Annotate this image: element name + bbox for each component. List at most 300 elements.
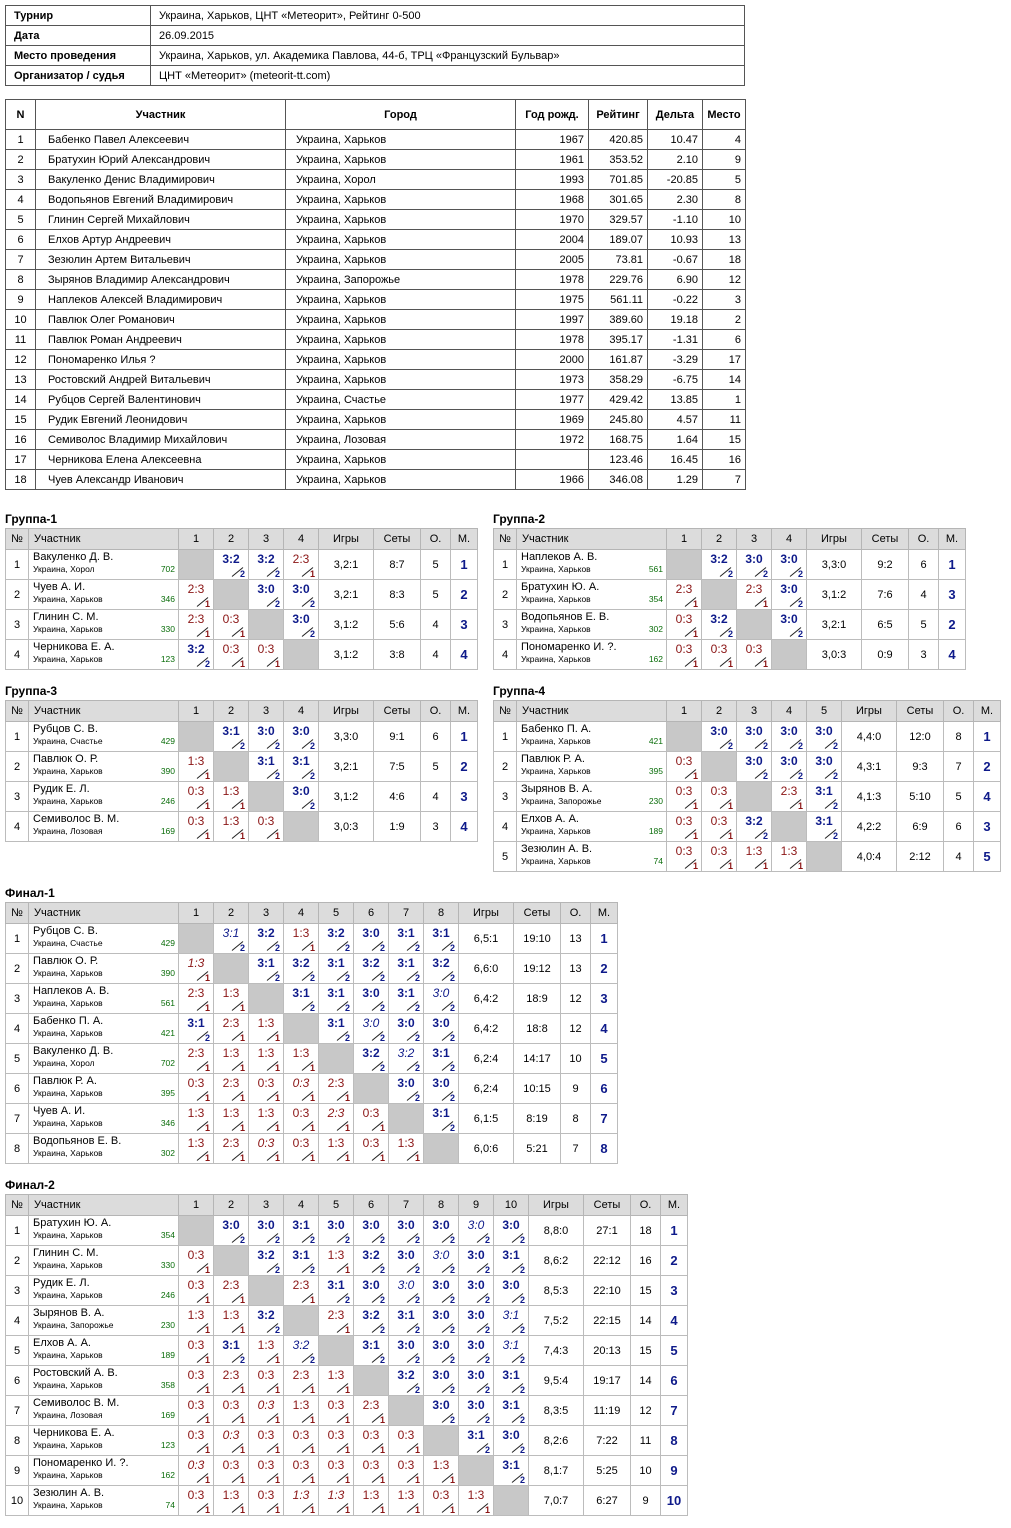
match-result-cell: [424, 1486, 459, 1516]
match-score: 3:2: [292, 1338, 310, 1352]
match-score: 3:0: [745, 724, 763, 738]
match-result-cell: [737, 640, 772, 670]
match-result-cell: [284, 1134, 319, 1164]
match-points: 2: [336, 1031, 349, 1041]
participant-cell: [29, 1216, 179, 1246]
participant-rating: 74: [653, 856, 663, 866]
match-points: 2: [371, 1263, 384, 1273]
match-score: 2:3: [222, 1016, 240, 1030]
match-result-cell: [249, 1306, 284, 1336]
match-result-cell: [179, 1396, 214, 1426]
participant-meta: [33, 1320, 175, 1331]
participant-meta: [33, 564, 175, 575]
participant-cell: Зырянов Владимир Александрович: [36, 270, 286, 290]
match-score: 1:3: [222, 986, 240, 1000]
col-points-header: О.: [561, 903, 591, 924]
participant-cell: 1973: [516, 370, 589, 390]
match-points: 2: [371, 1323, 384, 1333]
match-result-cell: [284, 1216, 319, 1246]
table-row: [6, 230, 746, 250]
match-score: 1:3: [327, 1488, 345, 1502]
self-cell: [319, 1336, 354, 1366]
col-num-header: №: [6, 1195, 29, 1216]
row-number: 8: [6, 1426, 29, 1456]
col-sets-header: Сеты: [374, 701, 421, 722]
participant-cell: 10.47: [648, 130, 703, 150]
match-result-cell: [179, 640, 214, 670]
match-score: 0:3: [327, 1398, 345, 1412]
match-score: 3:1: [502, 1368, 520, 1382]
participant-cell: [516, 450, 589, 470]
participant-cell: [29, 550, 179, 580]
match-points: 1: [266, 1353, 279, 1363]
table-row: [6, 1044, 618, 1074]
match-points: 1: [231, 1473, 244, 1483]
place-value: 4: [451, 812, 478, 842]
row-number: 3: [494, 610, 517, 640]
match-result-cell: [179, 954, 214, 984]
sets-value: 0:9: [862, 640, 909, 670]
games-value: 3,2:1: [319, 580, 374, 610]
match-result-cell: [319, 1366, 354, 1396]
match-points: 2: [406, 1001, 419, 1011]
match-points: 1: [336, 1323, 349, 1333]
col-place-header: М.: [661, 1195, 688, 1216]
participant-cell: Украина, Харьков: [286, 230, 516, 250]
col-place-header: М.: [451, 701, 478, 722]
participant-cell: Украина, Харьков: [286, 370, 516, 390]
place-value: 1: [451, 550, 478, 580]
table-row: [494, 722, 1001, 752]
col-opponent-header: 5: [319, 1195, 354, 1216]
match-score: 3:0: [397, 1218, 415, 1232]
participant-rating: 421: [160, 1028, 175, 1038]
match-score: 2:3: [292, 1368, 310, 1382]
match-result-cell: [249, 1456, 284, 1486]
group-4-section: [493, 682, 1001, 872]
self-cell: [772, 812, 807, 842]
participant-city: Украина, Хорол: [33, 564, 95, 574]
points-value: 7: [561, 1134, 591, 1164]
match-result-cell: [807, 812, 842, 842]
participants-header: Дельта: [648, 100, 703, 130]
table-row: [6, 1306, 688, 1336]
participant-name: Водопьянов Е. В.: [521, 611, 610, 623]
col-opponent-header: 8: [424, 903, 459, 924]
match-result-cell: [284, 1396, 319, 1426]
match-points: 2: [719, 567, 732, 577]
table-row: [6, 330, 746, 350]
sets-value: 9:2: [862, 550, 909, 580]
match-score: 3:0: [362, 1016, 380, 1030]
match-points: 1: [266, 1061, 279, 1071]
match-points: 2: [754, 739, 767, 749]
match-result-cell: [284, 1456, 319, 1486]
col-opponent-header: 4: [284, 903, 319, 924]
participant-cell: 2: [6, 150, 36, 170]
games-value: 9,5:4: [529, 1366, 584, 1396]
points-value: 3: [909, 640, 939, 670]
match-score: 3:0: [362, 1218, 380, 1232]
match-points: 1: [684, 799, 697, 809]
match-score: 3:0: [780, 754, 798, 768]
match-score: 3:2: [362, 1248, 380, 1262]
match-points: 1: [231, 1413, 244, 1423]
points-value: 13: [561, 954, 591, 984]
row-number: 5: [6, 1044, 29, 1074]
match-result-cell: [249, 752, 284, 782]
match-score: 3:0: [397, 1248, 415, 1262]
match-result-cell: [284, 610, 319, 640]
match-points: 1: [371, 1151, 384, 1161]
match-result-cell: [249, 954, 284, 984]
sets-value: 5:21: [514, 1134, 561, 1164]
table-row: [6, 1246, 688, 1276]
match-points: 1: [371, 1473, 384, 1483]
row-number: 7: [6, 1396, 29, 1426]
games-value: 6,4:2: [459, 984, 514, 1014]
games-value: 3,0:3: [807, 640, 862, 670]
match-score: 3:0: [467, 1338, 485, 1352]
match-points: 1: [196, 597, 209, 607]
match-score: 1:3: [292, 1488, 310, 1502]
col-opponent-header: 4: [284, 701, 319, 722]
participant-meta: [521, 736, 663, 747]
match-points: 2: [511, 1233, 524, 1243]
match-result-cell: [424, 1276, 459, 1306]
games-value: 8,8:0: [529, 1216, 584, 1246]
col-opponent-header: 2: [214, 1195, 249, 1216]
match-score: 2:3: [222, 1278, 240, 1292]
sets-value: 19:12: [514, 954, 561, 984]
points-value: 18: [631, 1216, 661, 1246]
sets-value: 5:10: [897, 782, 944, 812]
match-score: 3:1: [292, 1218, 310, 1232]
sets-value: 14:17: [514, 1044, 561, 1074]
match-points: 1: [301, 567, 314, 577]
match-result-cell: [284, 984, 319, 1014]
participant-city: Украина, Харьков: [33, 1118, 103, 1128]
participant-cell: 395.17: [589, 330, 648, 350]
match-score: 0:3: [675, 784, 693, 798]
match-score: 3:0: [222, 1218, 240, 1232]
match-points: 2: [824, 739, 837, 749]
place-value: 3: [451, 610, 478, 640]
sets-value: 3:8: [374, 640, 421, 670]
self-cell: [667, 550, 702, 580]
match-points: 2: [719, 627, 732, 637]
match-points: 1: [231, 1061, 244, 1071]
sets-value: 7:5: [374, 752, 421, 782]
col-opponent-header: 6: [354, 1195, 389, 1216]
match-points: 2: [336, 1001, 349, 1011]
participant-cell: [29, 1104, 179, 1134]
participant-cell: [29, 640, 179, 670]
participant-cell: [29, 610, 179, 640]
participant-cell: Рудик Евгений Леонидович: [36, 410, 286, 430]
match-points: 1: [301, 1443, 314, 1453]
games-value: 4,4:0: [842, 722, 897, 752]
col-opponent-header: 3: [249, 529, 284, 550]
match-points: 1: [266, 657, 279, 667]
match-result-cell: [354, 1276, 389, 1306]
match-score: 0:3: [675, 844, 693, 858]
round-robin-table: [5, 902, 618, 1164]
participant-meta: [521, 594, 663, 605]
participant-meta: [33, 1088, 175, 1099]
participant-name: Пономаренко И. ?.: [33, 1457, 129, 1469]
group-title: Группа-4: [493, 684, 546, 698]
participant-cell: 16.45: [648, 450, 703, 470]
participant-cell: 13: [6, 370, 36, 390]
place-value: 6: [661, 1366, 688, 1396]
match-score: 2:3: [327, 1308, 345, 1322]
match-result-cell: [214, 1396, 249, 1426]
participant-cell: [29, 1456, 179, 1486]
match-result-cell: [702, 722, 737, 752]
match-points: 1: [196, 627, 209, 637]
participant-cell: [517, 782, 667, 812]
participant-rating: 330: [160, 624, 175, 634]
participant-rating: 561: [160, 998, 175, 1008]
match-result-cell: [249, 1134, 284, 1164]
participant-cell: Украина, Счастье: [286, 390, 516, 410]
participant-cell: [29, 1044, 179, 1074]
info-value: ЦНТ «Метеорит» (meteorit-tt.com): [151, 66, 745, 86]
match-points: 2: [266, 567, 279, 577]
final-2-section: [5, 1176, 688, 1516]
match-points: 2: [266, 1263, 279, 1273]
match-points: 1: [406, 1473, 419, 1483]
participant-cell: 161.87: [589, 350, 648, 370]
match-points: 1: [754, 859, 767, 869]
participant-cell: 2000: [516, 350, 589, 370]
match-result-cell: [389, 1336, 424, 1366]
place-value: 4: [591, 1014, 618, 1044]
points-value: 14: [631, 1366, 661, 1396]
col-games-header: Игры: [529, 1195, 584, 1216]
match-points: 1: [301, 1383, 314, 1393]
sets-value: 4:6: [374, 782, 421, 812]
participant-cell: -0.67: [648, 250, 703, 270]
match-score: 3:0: [432, 1338, 450, 1352]
games-value: 8,5:3: [529, 1276, 584, 1306]
participant-rating: 354: [160, 1230, 175, 1240]
games-value: 7,0:7: [529, 1486, 584, 1516]
match-points: 1: [196, 1323, 209, 1333]
participant-city: Украина, Лозовая: [33, 826, 103, 836]
match-result-cell: [354, 1456, 389, 1486]
row-number: 2: [6, 580, 29, 610]
sets-value: 18:9: [514, 984, 561, 1014]
match-score: 1:3: [187, 1136, 205, 1150]
match-score: 2:3: [780, 784, 798, 798]
match-result-cell: [214, 1306, 249, 1336]
self-cell: [737, 610, 772, 640]
place-value: 7: [661, 1396, 688, 1426]
participant-cell: 346.08: [589, 470, 648, 490]
table-row: [6, 270, 746, 290]
info-key: Место проведения: [6, 46, 151, 66]
participant-meta: [33, 968, 175, 979]
participant-cell: -6.75: [648, 370, 703, 390]
participant-cell: 1.64: [648, 430, 703, 450]
place-value: 5: [974, 842, 1001, 872]
col-opponent-header: 3: [249, 903, 284, 924]
match-points: 1: [684, 829, 697, 839]
match-result-cell: [424, 954, 459, 984]
round-robin-table: [493, 700, 1001, 872]
match-points: 2: [301, 1233, 314, 1243]
match-score: 0:3: [257, 1368, 275, 1382]
info-row: [6, 6, 745, 26]
sets-value: 8:19: [514, 1104, 561, 1134]
match-points: 1: [196, 1503, 209, 1513]
match-score: 3:1: [327, 956, 345, 970]
participant-meta: [33, 594, 175, 605]
participant-city: Украина, Харьков: [521, 826, 591, 836]
row-number: 3: [6, 610, 29, 640]
match-score: 3:0: [780, 552, 798, 566]
match-points: 2: [266, 941, 279, 951]
participant-cell: Украина, Харьков: [286, 190, 516, 210]
match-result-cell: [772, 782, 807, 812]
match-result-cell: [354, 1336, 389, 1366]
match-points: 1: [754, 657, 767, 667]
participant-cell: Елхов Артур Андреевич: [36, 230, 286, 250]
self-cell: [494, 1486, 529, 1516]
participant-city: Украина, Харьков: [33, 1088, 103, 1098]
match-points: 1: [266, 1443, 279, 1453]
place-value: 7: [591, 1104, 618, 1134]
match-points: 1: [196, 1473, 209, 1483]
place-value: 10: [661, 1486, 688, 1516]
match-points: 2: [231, 739, 244, 749]
match-score: 1:3: [397, 1136, 415, 1150]
participant-cell: Семиволос Владимир Михайлович: [36, 430, 286, 450]
match-points: 2: [371, 1031, 384, 1041]
participant-cell: 561.11: [589, 290, 648, 310]
match-score: 0:3: [257, 1458, 275, 1472]
match-points: 1: [196, 1383, 209, 1393]
participant-meta: [521, 826, 663, 837]
participant-rating: 74: [165, 1500, 175, 1510]
match-points: 1: [371, 1443, 384, 1453]
participant-cell: 15: [6, 410, 36, 430]
match-points: 2: [301, 1263, 314, 1273]
match-result-cell: [494, 1366, 529, 1396]
participant-rating: 561: [648, 564, 663, 574]
points-value: 4: [944, 842, 974, 872]
match-points: 2: [266, 769, 279, 779]
match-points: 1: [196, 1413, 209, 1423]
participant-cell: Павлюк Олег Романович: [36, 310, 286, 330]
col-games-header: Игры: [319, 701, 374, 722]
participant-cell: 14: [703, 370, 746, 390]
match-score: 0:3: [222, 642, 240, 656]
match-score: 0:3: [292, 1428, 310, 1442]
row-number: 5: [6, 1336, 29, 1366]
col-opponent-header: 1: [667, 701, 702, 722]
match-score: 1:3: [257, 1106, 275, 1120]
participant-meta: [33, 826, 175, 837]
match-points: 1: [719, 829, 732, 839]
info-value: 26.09.2015: [151, 26, 745, 46]
match-score: 0:3: [187, 1076, 205, 1090]
participant-city: Украина, Счастье: [33, 736, 103, 746]
match-score: 3:0: [780, 724, 798, 738]
table-row: [494, 782, 1001, 812]
participant-city: Украина, Хорол: [33, 1058, 95, 1068]
match-points: 1: [266, 1503, 279, 1513]
info-key: Турнир: [6, 6, 151, 26]
self-cell: [702, 580, 737, 610]
participant-cell: Водопьянов Евгений Владимирович: [36, 190, 286, 210]
match-points: 2: [476, 1323, 489, 1333]
match-points: 1: [336, 1503, 349, 1513]
match-result-cell: [214, 1276, 249, 1306]
participant-cell: 9: [703, 150, 746, 170]
row-number: 9: [6, 1456, 29, 1486]
match-result-cell: [284, 1044, 319, 1074]
col-name-header: Участник: [517, 529, 667, 550]
match-result-cell: [214, 1044, 249, 1074]
participant-cell: 17: [703, 350, 746, 370]
place-value: 4: [661, 1306, 688, 1336]
self-cell: [284, 1306, 319, 1336]
match-score: 0:3: [710, 844, 728, 858]
participant-meta: [521, 796, 663, 807]
participant-city: Украина, Харьков: [521, 856, 591, 866]
info-row: [6, 66, 745, 86]
participant-cell: 701.85: [589, 170, 648, 190]
participant-cell: 5: [703, 170, 746, 190]
table-row: [6, 150, 746, 170]
place-value: 3: [939, 580, 966, 610]
match-score: 3:0: [292, 582, 310, 596]
sets-value: 8:7: [374, 550, 421, 580]
participant-cell: 168.75: [589, 430, 648, 450]
participant-rating: 421: [648, 736, 663, 746]
points-value: 5: [421, 752, 451, 782]
rr-header-row: [6, 701, 478, 722]
info-row: [6, 46, 745, 66]
rr-header-row: [6, 903, 618, 924]
participant-city: Украина, Харьков: [521, 766, 591, 776]
participant-cell: [517, 722, 667, 752]
table-row: [6, 470, 746, 490]
sets-value: 9:3: [897, 752, 944, 782]
participant-city: Украина, Харьков: [33, 1260, 103, 1270]
participant-name: Чуев А. И.: [33, 1105, 86, 1117]
match-score: 1:3: [187, 1308, 205, 1322]
match-points: 2: [476, 1383, 489, 1393]
participant-name: Зырянов В. А.: [521, 783, 593, 795]
participant-name: Водопьянов Е. В.: [33, 1135, 122, 1147]
col-opponent-header: 1: [179, 529, 214, 550]
match-score: 3:2: [257, 1308, 275, 1322]
match-result-cell: [459, 1276, 494, 1306]
match-result-cell: [494, 1306, 529, 1336]
participant-rating: 346: [160, 594, 175, 604]
participant-cell: [29, 782, 179, 812]
match-score: 3:1: [432, 926, 450, 940]
participant-name: Рубцов С. В.: [33, 723, 98, 735]
participant-cell: [29, 1396, 179, 1426]
points-value: 9: [561, 1074, 591, 1104]
participant-cell: [517, 752, 667, 782]
match-result-cell: [354, 1216, 389, 1246]
